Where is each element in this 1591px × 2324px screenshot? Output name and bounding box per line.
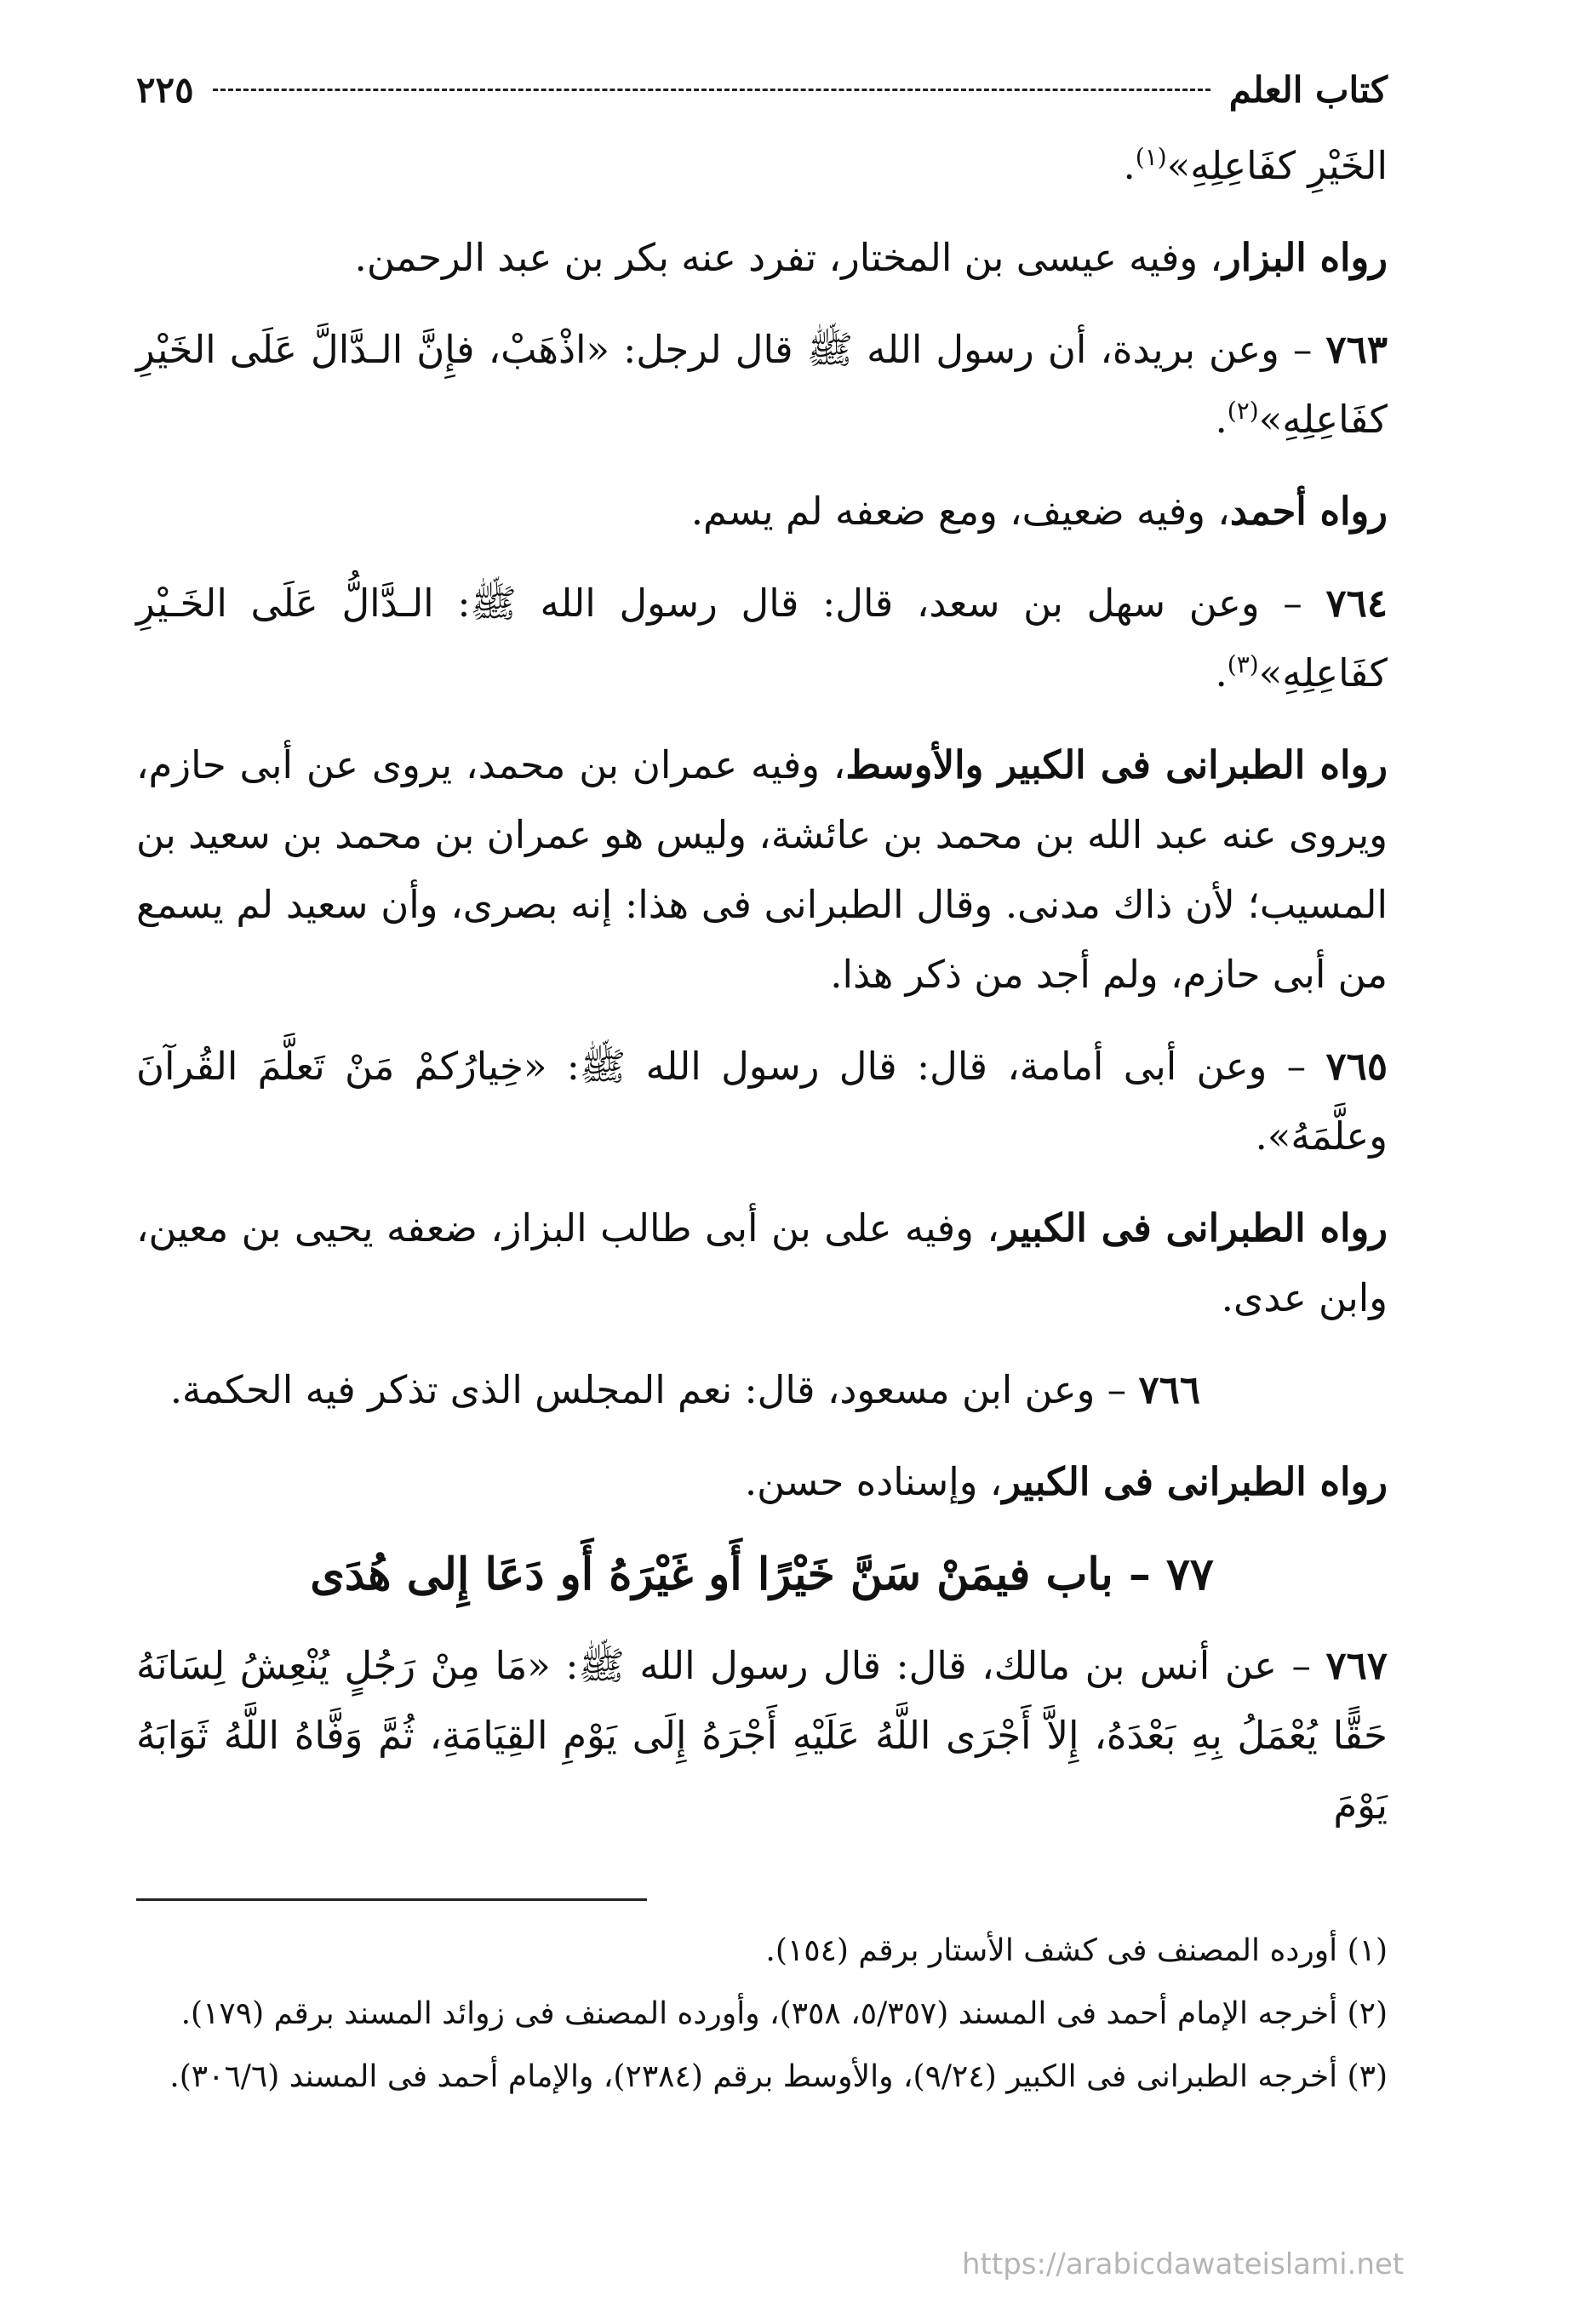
running-head-rule: [213, 89, 1210, 91]
hadith-764: [136, 569, 1388, 708]
hadith-text: – وعن بريدة، أن رسول الله ﷺ قال لرجل: «اذْهَبْ، فإِنَّ الـدَّالَّ عَلَى الخَيْرِ كفَاعِلِهِ»: [136, 327, 1388, 442]
hadith-text: – وعن ابن مسعود، قال: نعم المجلس الذى تذكر فيه الحكمة.: [169, 1367, 1139, 1412]
text: .: [1215, 650, 1228, 695]
footnote-2: (٢) أخرجه الإمام أحمد فى المسند (٥/٣٥٧، ٣٥٨)، وأورده المصنف فى زوائد المسند برقم (١٧٩).: [180, 1996, 1388, 2031]
hadith-text: – وعن أبى أمامة، قال: قال رسول الله ﷺ: «خِيارُكمْ مَنْ تَعلَّمَ القُرآنَ وعلَّمَهُ».: [136, 1044, 1388, 1159]
text: الخَيْرِ كفَاعِلِهِ»: [1166, 143, 1388, 188]
paragraph-continuation: [136, 131, 1388, 201]
hadith-766: [136, 1355, 1388, 1425]
narration-source: [136, 223, 1388, 293]
hadith-number: ٧٦٧: [1325, 1643, 1388, 1688]
hadith-763: [136, 315, 1388, 455]
hadith-number: ٧٦٤: [1325, 581, 1388, 626]
hadith-number: ٧٦٥: [1325, 1044, 1388, 1089]
hadith-text: – وعن سهل بن سعد، قال: قال رسول الله ﷺ: الـدَّالُّ عَلَى الخَـيْرِ كفَاعِلِهِ»: [136, 581, 1388, 695]
running-head: [136, 60, 1388, 119]
footnotes: [136, 1924, 1388, 2113]
narration-source: [136, 477, 1388, 547]
hadith-767: [136, 1631, 1388, 1840]
page-number: ٢٢٥: [136, 68, 194, 111]
hadith-number: ٧٦٦: [1138, 1367, 1200, 1412]
source-name: رواه الطبرانى فى الكبير: [1002, 1459, 1388, 1504]
footnote-ref: (٢): [1227, 397, 1259, 425]
source-name: رواه البزار: [1222, 235, 1388, 280]
chapter-heading: ٧٧ – باب فيمَنْ سَنَّ خَيْرًا أَو غَيْرَهُ أَو دَعَا إِلى هُدَى: [310, 1548, 1214, 1600]
source-name: رواه الطبرانى فى الكبير والأوسط: [845, 742, 1388, 787]
running-head-title: كتاب العلم: [1228, 68, 1388, 111]
footnote-ref: (٣): [1227, 650, 1259, 678]
text: ، وفيه عمران بن محمد، يروى عن أبى حازم، ويروى عنه عبد الله بن محمد بن عائشة، وليس هو عمران بن محمد بن سعيد بن المسيب؛ لأن ذاك مدنى. وقال الطبرانى فى هذا: إنه بصرى، وأن سعيد لم يسمع من أبى حازم، ولم أجد من ذكر هذا.: [136, 742, 1388, 997]
footnote-divider: [136, 1898, 647, 1901]
watermark-url: https://arabicdawateislami.net: [962, 2247, 1405, 2281]
footnote-1: (١) أورده المصنف فى كشف الأستار برقم (١٥٤).: [765, 1933, 1388, 1968]
narration-source: [136, 1193, 1388, 1333]
text: ، وإسناده حسن.: [744, 1459, 1003, 1504]
footnote-ref: (١): [1135, 143, 1167, 171]
text: ، وفيه عيسى بن المختار، تفرد عنه بكر بن عبد الرحمن.: [354, 235, 1222, 280]
text: ، وفيه ضعيف، ومع ضعفه لم يسم.: [690, 489, 1230, 534]
text: .: [1123, 143, 1136, 188]
book-page: [136, 60, 1388, 2307]
text: ، وفيه على بن أبى طالب البزاز، ضعفه يحيى بن معين، وابن عدى.: [136, 1205, 1388, 1320]
narration-source: [136, 1447, 1388, 1517]
text: .: [1215, 397, 1228, 442]
source-name: رواه أحمد: [1229, 489, 1388, 534]
footnote-3: (٣) أخرجه الطبرانى فى الكبير (٩/٢٤)، والأوسط برقم (٢٣٨٤)، والإمام أحمد فى المسند (٣٠٦/٦).: [169, 2059, 1388, 2094]
source-name: رواه الطبرانى فى الكبير: [999, 1205, 1388, 1251]
hadith-number: ٧٦٣: [1325, 327, 1388, 372]
main-text: [136, 131, 1388, 1840]
narration-source: [136, 730, 1388, 1010]
hadith-765: [136, 1032, 1388, 1171]
hadith-text: – عن أنس بن مالك، قال: قال رسول الله ﷺ: «مَا مِنْ رَجُلٍ يُنْعِشُ لِسَانَهُ حَقًّا يُعْمَلُ بِهِ بَعْدَهُ، إِلاَّ أَجْرَى اللَّهُ عَلَيْهِ أَجْرَهُ إِلَى يَوْمِ القِيَامَةِ، ثُمَّ وَفَّاهُ اللَّهُ ثَوَابَهُ يَوْمَ: [136, 1643, 1388, 1828]
